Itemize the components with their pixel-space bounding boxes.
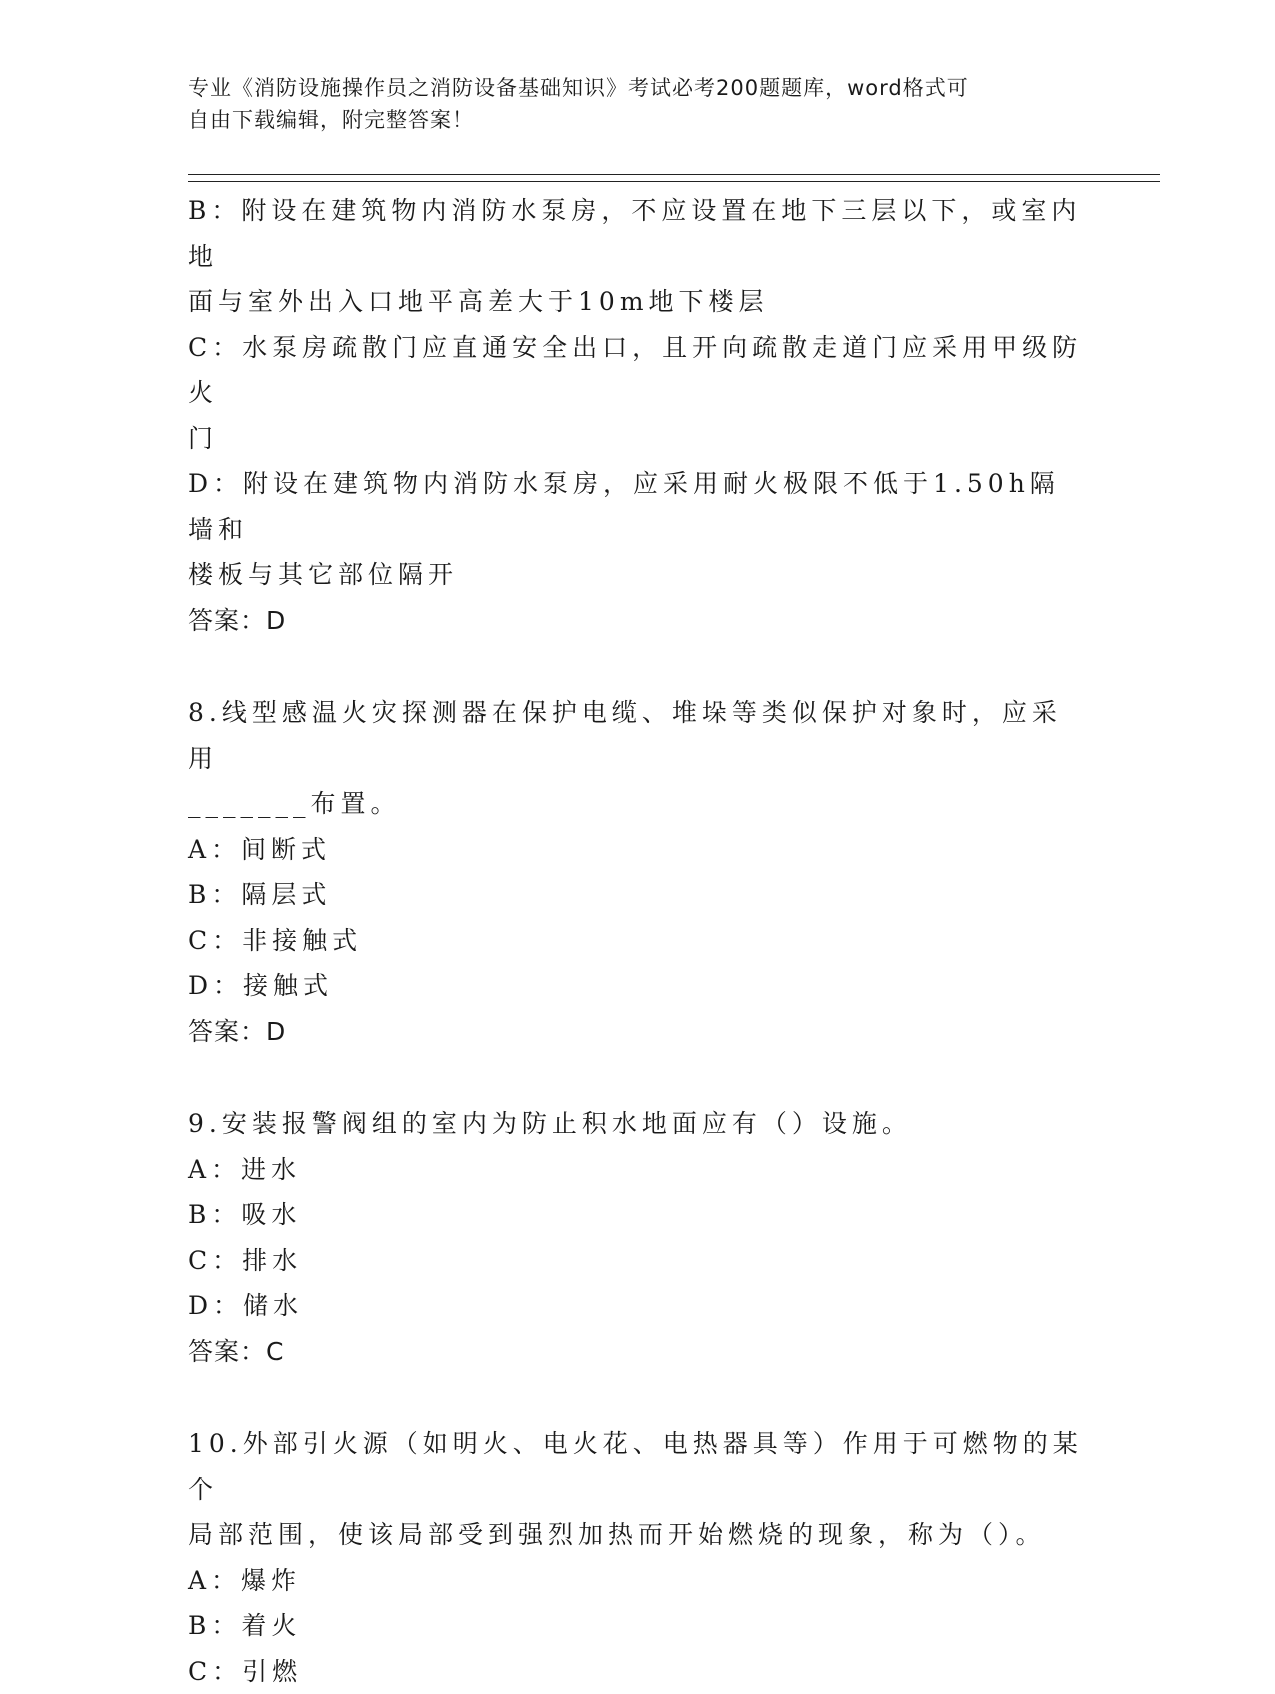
question-content [188,188,1088,1694]
header-title-line-1: 专业《消防设施操作员之消防设备基础知识》考试必考200题题库，word格式可 [188,72,1088,104]
question-7-continuation [188,188,1088,643]
option-b-line-1: B：附设在建筑物内消防水泵房，不应设置在地下三层以下，或室内地 [188,188,1088,279]
header-title-line-2: 自由下载编辑，附完整答案！ [188,104,1088,136]
option-b-line-2: 面与室外出入口地平高差大于10m地下楼层 [188,279,1088,325]
document-header [188,72,1088,136]
option-c-line-2: 门 [188,416,1088,462]
option-a: A：间断式 [188,827,1088,873]
option-a: A：进水 [188,1147,1088,1193]
header-divider-top [188,174,1160,175]
option-b: B：着火 [188,1603,1088,1649]
question-stem-line-1: 10.外部引火源（如明火、电火花、电热器具等）作用于可燃物的某个 [188,1421,1088,1512]
option-c: C：排水 [188,1238,1088,1284]
question-stem-line-1: 8.线型感温火灾探测器在保护电缆、堆垛等类似保护对象时，应采用 [188,690,1088,781]
option-d: D：储水 [188,1283,1088,1329]
option-c: C：引燃 [188,1649,1088,1694]
question-stem-line-2: _______布置。 [188,781,1088,827]
spacer [188,643,1088,690]
option-b: B：吸水 [188,1192,1088,1238]
question-stem-line-2: 局部范围，使该局部受到强烈加热而开始燃烧的现象，称为（）。 [188,1512,1088,1558]
spacer [188,1054,1088,1101]
header-divider-bottom [188,181,1160,182]
question-9 [188,1101,1088,1374]
answer-text: 答案：C [188,1329,1088,1375]
question-10 [188,1421,1088,1694]
question-stem-line-1: 9.安装报警阀组的室内为防止积水地面应有（）设施。 [188,1101,1088,1147]
option-d: D：接触式 [188,963,1088,1009]
option-d-line-2: 楼板与其它部位隔开 [188,552,1088,598]
option-d-line-1: D：附设在建筑物内消防水泵房，应采用耐火极限不低于1.50h隔墙和 [188,461,1088,552]
option-b: B：隔层式 [188,872,1088,918]
question-8 [188,690,1088,1054]
answer-text: 答案：D [188,1009,1088,1055]
spacer [188,1374,1088,1421]
answer-text: 答案：D [188,598,1088,644]
option-a: A：爆炸 [188,1558,1088,1604]
option-c-line-1: C：水泵房疏散门应直通安全出口，且开向疏散走道门应采用甲级防火 [188,325,1088,416]
option-c: C：非接触式 [188,918,1088,964]
